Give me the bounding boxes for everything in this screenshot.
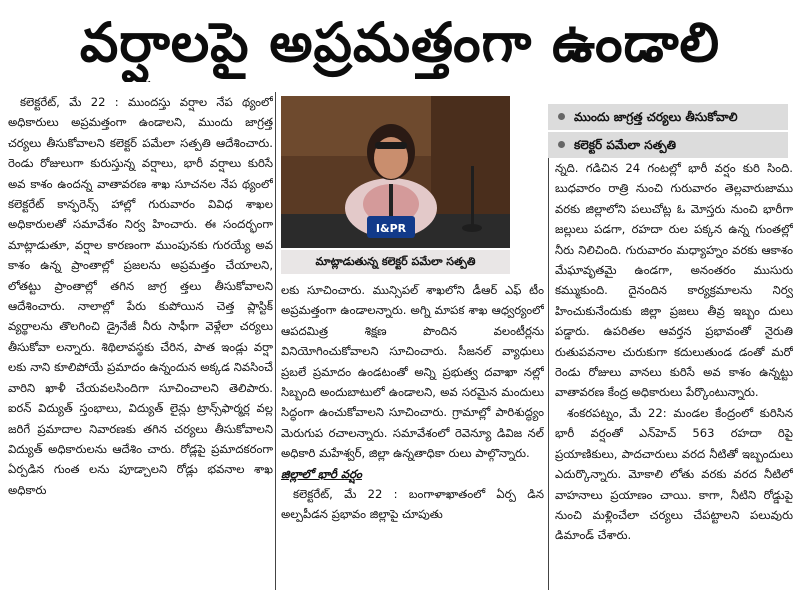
- highlight-text: ముందు జాగ్రత్త చర్యలు తీసుకోవాలి: [574, 110, 738, 124]
- article-paragraph: కలెక్టరేట్, మే 22 : బంగాళాఖాతంలో ఏర్ప డిన అల్పపీడన ప్రభావం జిల్లాపై చూపుతు: [281, 486, 544, 522]
- highlight-item: [548, 132, 788, 158]
- article-paragraph: న్నది. గడిచిన 24 గంటల్లో భారీ వర్షం కురి సింది. బుధవారం రాత్రి నుంచి గురువారం తెల్లవారుజాము వరకు జిల్లాలోని పలుచోట్ల ఓ మోస్తరు నుంచి భారీగా జల్లులు పడగా, రహదా రుల పక్కన ఉన్న గుంతల్లో నీరు నిలిచింది. గురువారం మధ్యాహ్నం వరకు ఆకాశం మేఘావృతమై ఉండగా, అనంతరం ముసురు కమ్ముకుంది. దైనందిన కార్యక్రమాలను నిర్వ హించుకునేందుకు జిల్లా ప్రజలు తీవ్ర ఇబ్బం దులు పడ్డారు. ఉపరితల ఆవర్తన ప్రభావంతో నైరుతి రుతుపవనాల చురుకుగా కదులుతుండ డంతో మరో రెండు రోజులు వానలు కురిసే అవ కాశం ఉన్నట్టు వాతావరణ కేంద్ర అధికారులు పేర్కొంటున్నారు.: [555, 161, 793, 400]
- highlight-text: కలెక్టర్ పమేలా సత్పతి: [574, 138, 677, 152]
- article-column-3: [555, 158, 793, 590]
- column-divider-right: [548, 158, 549, 590]
- article-column-1: [8, 92, 273, 590]
- collector-photo: [281, 96, 510, 248]
- article-column-2: [281, 280, 544, 590]
- photo-caption: మాట్లాడుతున్న కలెక్టర్ పమేలా సత్పతి: [281, 250, 510, 274]
- sub-heading: జిల్లాలో భారీ వర్షం: [281, 466, 362, 481]
- photo-illustration: [281, 96, 510, 248]
- highlight-item: [548, 104, 788, 130]
- mic-label: I&PR: [375, 222, 407, 235]
- bullet-icon: [558, 113, 565, 120]
- bullet-icon: [558, 141, 565, 148]
- article-paragraph: శంకరపట్నం, మే 22: మండల కేంద్రంలో కురిసిన భారీ వర్షంతో ఎన్‌హెచ్ 563 రహదా రిపై ప్రయాణికులు, పాదచారులు వరద నీటితో ఇబ్బందులు ఎదుర్కొన్నారు. మోకాలి లోతు వరకు వరద నీటిలో వాహనాలు ప్రయాణం చాయి. కాగా, నీటిని రోడ్డుపై నుంచి మళ్లించేలా చర్యలు చేపట్టాలని పలువురు డిమాండ్ చేశారు.: [555, 405, 793, 543]
- column-divider-left: [275, 92, 276, 590]
- article-paragraph: కలెక్టరేట్, మే 22 : ముందస్తు వర్షాల నేప థ్యంలో అధికారులు అప్రమత్తంగా ఉండాలని, ముందు జాగ్రత్త చర్యలు తీసుకోవాలని కలెక్టర్ పమేలా సత్పతి ఆదేశించారు. రెండు రోజులుగా కురుస్తున్న వర్షాలు, భారీ వర్షాలు కురిసే అవ కాశం ఉందన్న వాతావరణ శాఖ సూచనల నేప థ్యంలో కలెక్టరేట్ కాన్ఫరెన్స్ హాల్లో గురువారం వివిధ శాఖల అధికారులతో సమావేశం నిర్వ హించారు. ఈ సందర్భంగా మాట్లాడుతూ, వర్షాల కారణంగా ముంపునకు గురయ్యే అవ కాశం ఉన్న ప్రాంతాల్లో ప్రజలను అప్రమత్తం చేయాలని, లోతట్టు ప్రాంతాల్లో తగిన జాగ్ర త్తలు తీసుకోవాలని ఆదేశించారు. నాలాల్లో పేరు కుపోయిన చెత్త ప్లాస్టిక్ వ్యర్థాలను తొలగించి డ్రైనేజీ నీరు సాఫీగా వెళ్లేలా చర్యలు తీసుకోవా లన్నారు. శిథిలావస్థకు చేరిన, పాత ఇండ్లు వర్షా లకు నాని కూలిపోయే ప్రమాదం ఉన్నందున అక్కడ నివసించే వారిని ఖాళీ చేయవలసిందిగా సూచించాలని తెలిపారు. ఐరన్ విద్యుత్ స్తంభాలు, విద్యుత్ లైన్లు ట్రాన్స్‌ఫార్మర్ల వల్ల జరిగే ప్రమాదాల నివారణకు తగిన చర్యలు తీసుకోవాలని విద్యుత్ అధికారులను ఆదేశిం చారు. రోడ్లపై ప్రమాదకరంగా ఏర్పడిన గుంత లను పూడ్చాలని రోడ్లు భవనాల శాఖ అధికారు: [8, 95, 273, 497]
- headline: వర్షాలపై అప్రమత్తంగా ఉండాలి: [79, 11, 721, 74]
- article-paragraph: లకు సూచించారు. మున్సిపల్ శాఖలోని డీఆర్ ఎఫ్ టీం అప్రమత్తంగా ఉండాలన్నారు. అగ్ని మాపక శాఖ ఆధ్వర్యంలో ఆపదమిత్ర శిక్షణ పొందిన వలంటీర్లను వినియోగించుకోవాలని సూచించారు. సీజనల్ వ్యాధులు ప్రబలే ప్రమాదం ఉండటంతో అన్ని ప్రభుత్వ దవాఖా నల్లో సిబ్బంది అందుబాటులో ఉండాలని, అవ సరమైన మందులు సిద్ధంగా ఉంచుకోవాలని సూచించారు. గ్రామాల్లో పారిశుద్ధ్యం మెరుగుప రచాలన్నారు. సమావేశంలో రెవెన్యూ డివిజ నల్ అధికారి మహేశ్వర్, జిల్లా ఉన్నతాధికా రులు పాల్గొన్నారు.: [281, 283, 544, 461]
